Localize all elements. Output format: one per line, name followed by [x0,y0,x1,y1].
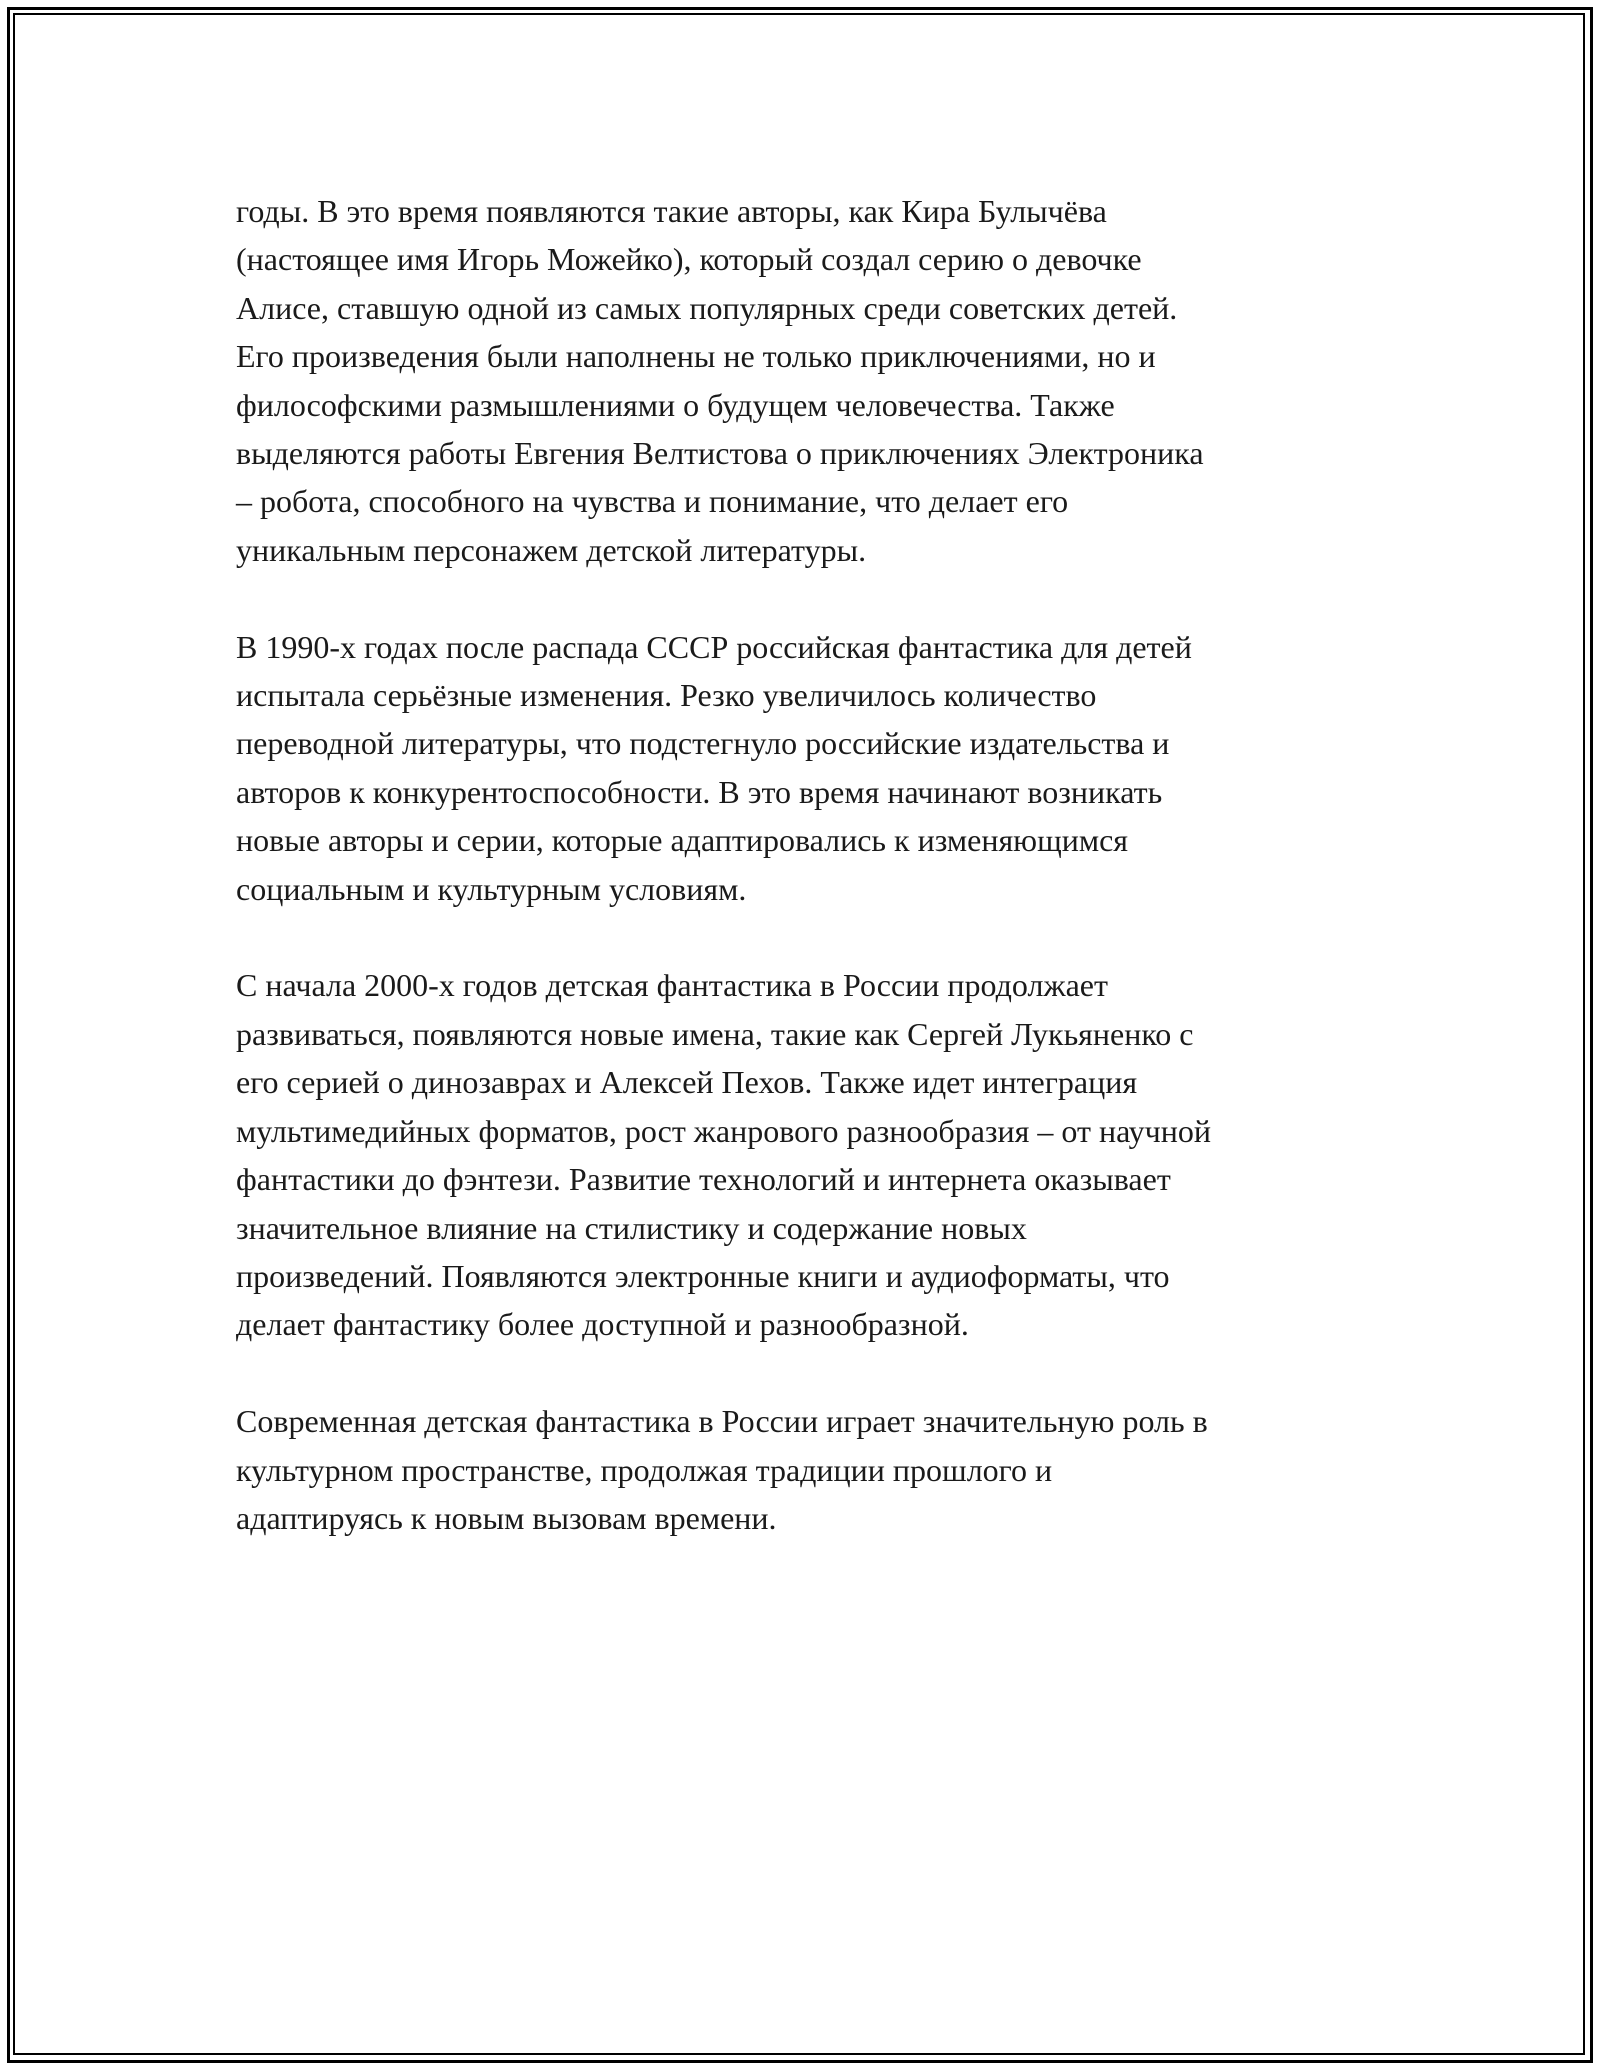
text-line: выделяются работы Евгения Велтистова о приключениях Электроника [236,435,1204,472]
text-line: развиваться, появляются новые имена, такие как Сергей Лукьяненко с [236,1015,1194,1052]
text-line: (настоящее имя Игорь Можейко), который создал серию о девочке [236,241,1142,278]
paragraph-1 [236,187,1376,574]
text-line: фантастики до фэнтези. Развитие технологий и интернета оказывает [236,1161,1171,1198]
paragraph-4 [236,1397,1376,1542]
text-line: годы. В это время появляются такие авторы, как Кира Булычёва [236,193,1107,229]
text-line: новые авторы и серии, которые адаптировались к изменяющимся [236,822,1129,859]
text-line: произведений. Появляются электронные книги и аудиоформаты, что [236,1257,1170,1294]
text-line: его серией о динозаврах и Алексей Пехов. Также идет интеграция [236,1064,1138,1101]
paragraph-3 [236,961,1376,1348]
paragraph-2 [236,623,1376,913]
text-line: значительное влияние на стилистику и содержание новых [236,1209,1027,1246]
text-line: – робота, способного на чувства и понимание, что делает его [236,483,1069,520]
text-line: философскими размышлениями о будущем человечества. Также [236,386,1115,423]
text-line: мультимедийных форматов, рост жанрового разнообразия – от научной [236,1112,1211,1149]
text-line: адаптируясь к новым вызовам времени. [236,1499,777,1536]
text-line: социальным и культурным условиям. [236,870,747,907]
text-line: В 1990-х годах после распада СССР российская фантастика для детей [236,628,1192,665]
text-line: Современная детская фантастика в России играет значительную роль в [236,1403,1208,1440]
text-line: культурном пространстве, продолжая традиции прошлого и [236,1451,1053,1488]
text-line: Его произведения были наполнены не только приключениями, но и [236,338,1156,375]
text-line: переводной литературы, что подстегнуло российские издательства и [236,725,1170,762]
text-line: уникальным персонажем детской литературы. [236,531,867,568]
text-line: делает фантастику более доступной и разнообразной. [236,1306,969,1343]
document-body [236,187,1376,1591]
text-line: авторов к конкурентоспособности. В это время начинают возникать [236,773,1163,810]
text-line: испытала серьёзные изменения. Резко увеличилось количество [236,677,1097,714]
text-line: С начала 2000-х годов детская фантастика в России продолжает [236,967,1108,1004]
text-line: Алисе, ставшую одной из самых популярных среди советских детей. [236,289,1178,326]
